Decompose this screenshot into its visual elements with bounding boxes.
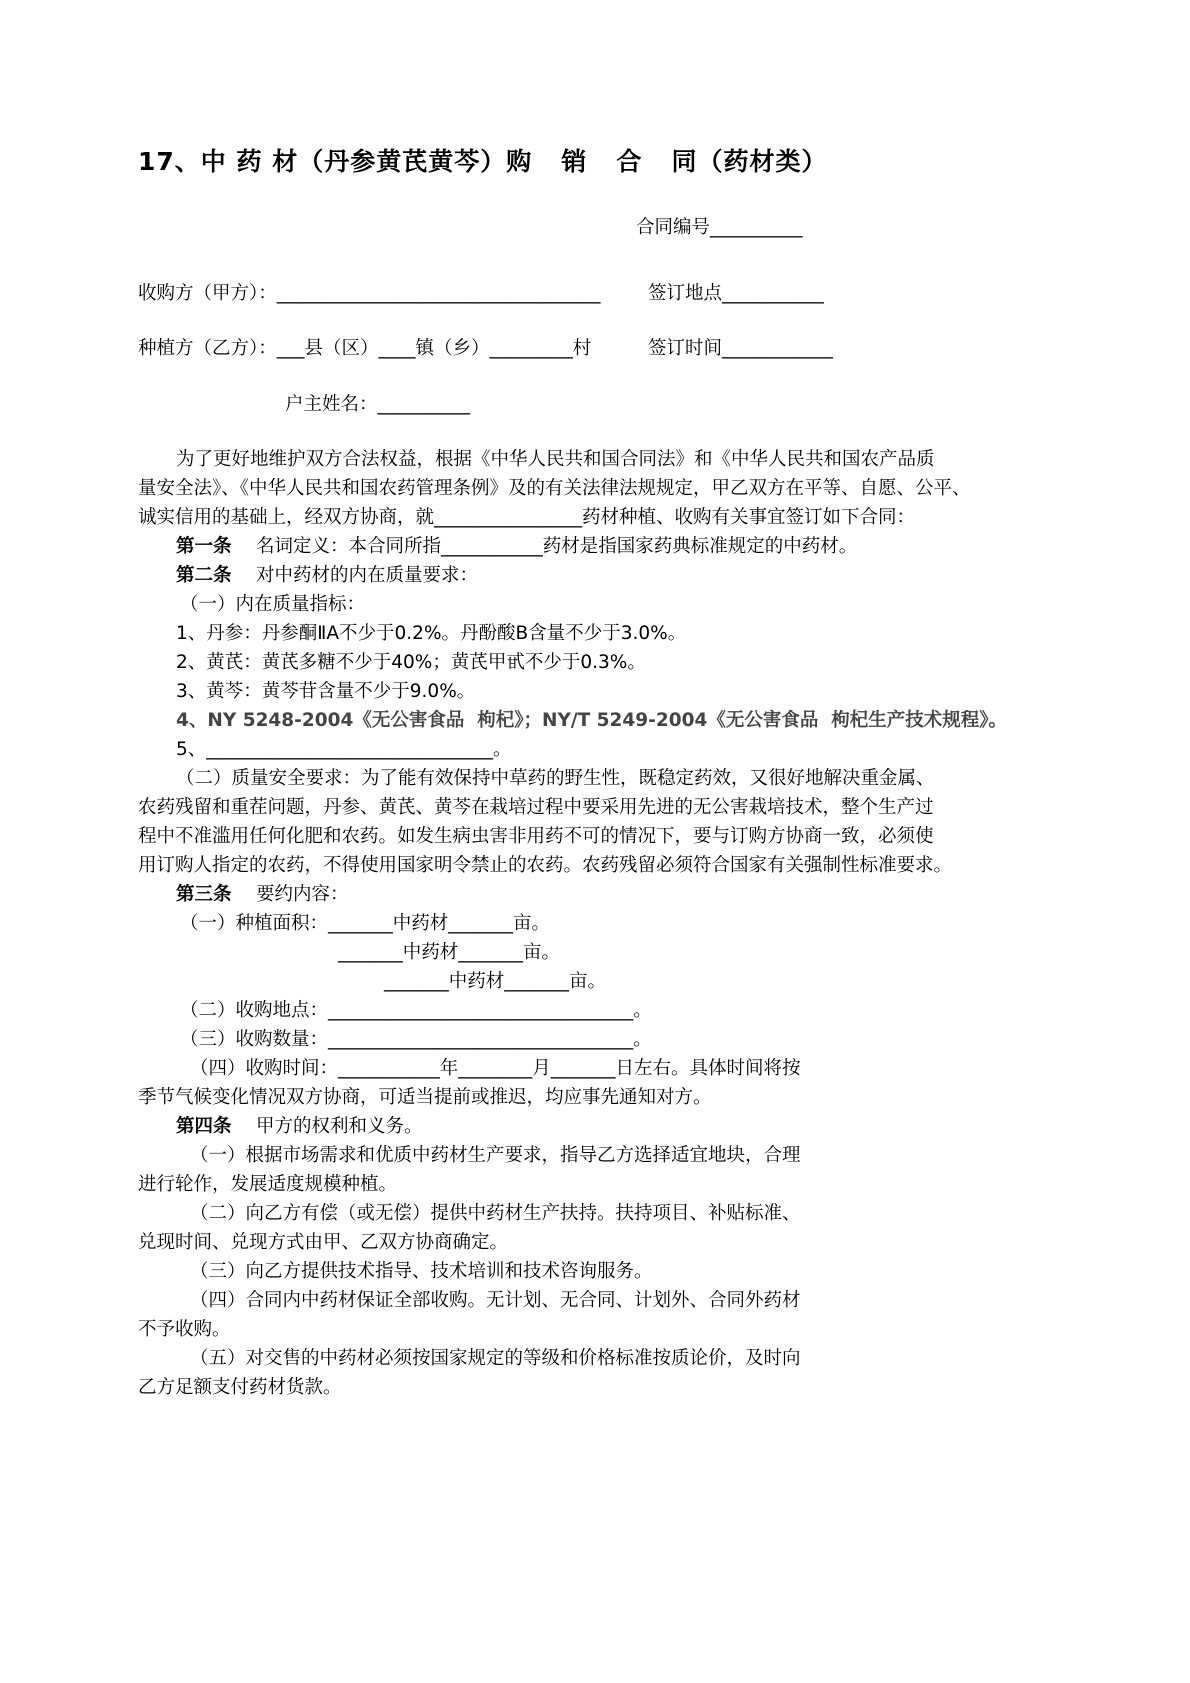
buyer-field[interactable]: 收购方（甲方）：___________________________________ xyxy=(138,283,601,304)
article-4-text: 甲方的权利和义务。 xyxy=(256,1116,423,1137)
article-3-text: 要约内容： xyxy=(256,884,349,905)
purchase-time-field[interactable]: （四）收购时间：___________年________月_______日左右。具体时间将按 xyxy=(190,1058,801,1079)
party-a-duty-line: 乙方足额支付药材货款。 xyxy=(138,1377,342,1398)
household-name-field[interactable]: 户主姓名：__________ xyxy=(285,394,471,415)
indicator-item-blank[interactable]: 5、_______________________________。 xyxy=(176,739,512,760)
purchase-quantity-field[interactable]: （三）收购数量：_________________________________。 xyxy=(180,1029,652,1050)
planting-area-field[interactable]: （一）种植面积：_______中药材_______亩。 xyxy=(180,913,551,934)
article-4-label: 第四条 xyxy=(176,1116,232,1137)
article-1-label: 第一条 xyxy=(176,536,232,557)
intro-line: 量安全法》、《中华人民共和国农药管理条例》及的有关法律法规规定，甲乙双方在平等、自愿、公平、 xyxy=(138,478,971,499)
safety-requirement-line: 用订购人指定的农药，不得使用国家明令禁止的农药。农药残留必须符合国家有关强制性标准要求。 xyxy=(138,855,953,876)
article-2-label: 第二条 xyxy=(176,565,232,586)
party-a-duty-line: （四）合同内中药材保证全部收购。无计划、无合同、计划外、合同外药材 xyxy=(190,1290,801,1311)
quality-indicators-heading: （一）内在质量指标： xyxy=(180,594,366,615)
party-a-duty-line: 不予收购。 xyxy=(138,1319,231,1340)
party-a-duty-line: 进行轮作，发展适度规模种植。 xyxy=(138,1174,398,1195)
indicator-item-standards: 4、NY 5248-2004《无公害食品 枸杞》；NY/T 5249-2004《无公害食品 枸杞生产技术规程》。 xyxy=(176,710,1007,731)
planting-area-field[interactable]: _______中药材_______亩。 xyxy=(338,942,561,963)
contract-number-field[interactable]: 合同编号__________ xyxy=(636,217,803,238)
grower-field[interactable]: 种植方（乙方）：___县（区）____镇（乡）_________村 xyxy=(138,338,592,359)
article-3-label: 第三条 xyxy=(176,884,232,905)
intro-line: 为了更好地维护双方合法权益，根据《中华人民共和国合同法》和《中华人民共和国农产品质 xyxy=(176,449,935,470)
party-a-duty-line: （五）对交售的中药材必须按国家规定的等级和价格标准按质论价，及时向 xyxy=(190,1348,801,1369)
indicator-item: 2、黄芪：黄芪多糖不少于40%；黄芪甲甙不少于0.3%。 xyxy=(176,652,646,673)
indicator-item: 1、丹参：丹参酮ⅡA不少于0.2%。丹酚酸B含量不少于3.0%。 xyxy=(176,623,687,644)
sign-time-field[interactable]: 签订时间____________ xyxy=(648,338,834,359)
page-title: 17、中 药 材（丹参黄芪黄芩）购 销 合 同（药材类） xyxy=(138,147,828,176)
purchase-place-field[interactable]: （二）收购地点：_________________________________。 xyxy=(180,1000,652,1021)
planting-area-field[interactable]: _______中药材_______亩。 xyxy=(384,971,607,992)
party-a-duty-line: 兑现时间、兑现方式由甲、乙双方协商确定。 xyxy=(138,1232,509,1253)
party-a-duty-line: （二）向乙方有偿（或无偿）提供中药材生产扶持。扶持项目、补贴标准、 xyxy=(190,1203,801,1224)
purchase-time-note: 季节气候变化情况双方协商，可适当提前或推迟，均应事先通知对方。 xyxy=(138,1087,712,1108)
article-2-text: 对中药材的内在质量要求： xyxy=(256,565,479,586)
safety-requirement-line: 农药残留和重茬问题，丹参、黄芪、黄芩在栽培过程中要采用先进的无公害栽培技术，整个生产过 xyxy=(138,797,934,818)
party-a-duty-line: （一）根据市场需求和优质中药材生产要求，指导乙方选择适宜地块，合理 xyxy=(190,1145,801,1166)
indicator-item: 3、黄芩：黄芩苷含量不少于9.0%。 xyxy=(176,681,476,702)
article-1-text: 名词定义：本合同所指___________药材是指国家药典标准规定的中药材。 xyxy=(256,536,858,557)
safety-requirement-line: （二）质量安全要求：为了能有效保持中草药的野生性，既稳定药效，又很好地解决重金属、 xyxy=(176,768,935,789)
sign-place-field[interactable]: 签订地点___________ xyxy=(648,283,824,304)
party-a-duty-line: （三）向乙方提供技术指导、技术培训和技术咨询服务。 xyxy=(190,1261,653,1282)
intro-line: 诚实信用的基础上，经双方协商，就________________药材种植、收购有关事宜签订如下合同： xyxy=(138,507,916,528)
safety-requirement-line: 程中不准滥用任何化肥和农药。如发生病虫害非用药不可的情况下，要与订购方协商一致，必须使 xyxy=(138,826,934,847)
